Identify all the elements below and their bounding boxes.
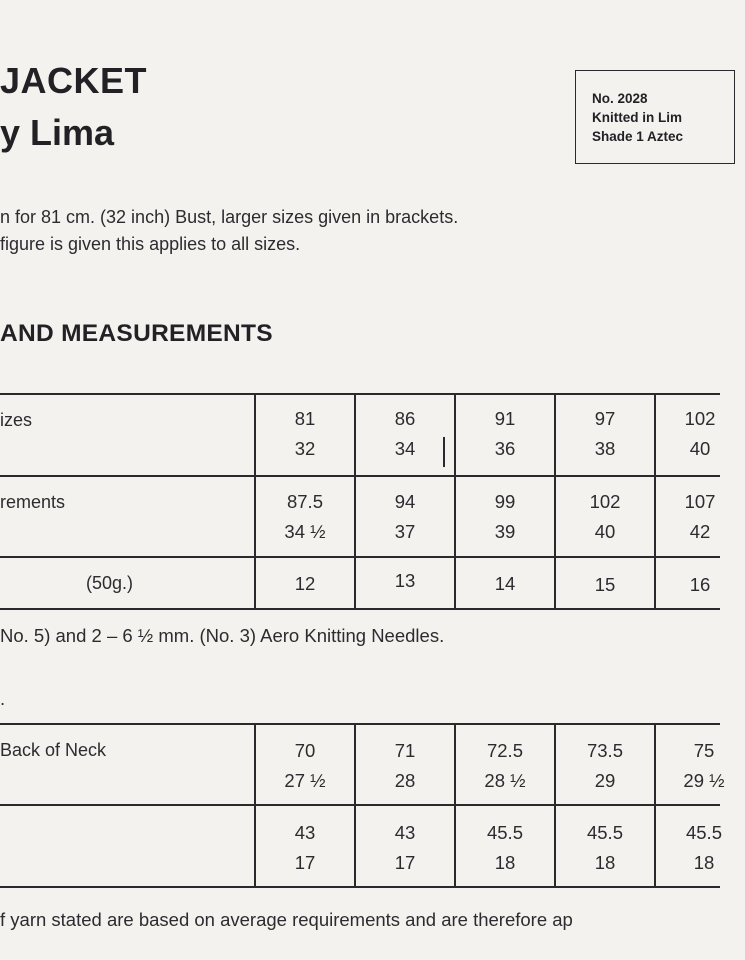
intro-paragraph (0, 204, 458, 258)
table-cell: 13 (394, 570, 416, 591)
table-cell: 15 (594, 574, 616, 595)
table-cell: 71 28 (394, 740, 416, 791)
table-cell: 102 40 (684, 408, 716, 459)
table-rule (0, 886, 720, 888)
table-cell: 12 (294, 573, 316, 594)
table-cell: 75 29 ½ (683, 740, 725, 791)
table-cell: 99 39 (494, 491, 516, 542)
footer-note: f yarn stated are based on average requirements and are therefore ap (0, 909, 573, 930)
table-cell: 91 36 (494, 408, 516, 459)
table-cell: 87.5 34 ½ (284, 491, 326, 542)
row-label: Back of Neck (0, 740, 107, 760)
row-label: (50g.) (86, 573, 134, 593)
table-cell: 86 34 (394, 408, 416, 459)
stray-text: . (0, 688, 6, 709)
table-cell: 70 27 ½ (284, 740, 326, 791)
table-cell: 45.5 18 (586, 822, 623, 873)
section-heading: AND MEASUREMENTS (0, 320, 273, 347)
table-cell: 43 17 (294, 822, 316, 873)
needles-text: No. 5) and 2 – 6 ½ mm. (No. 3) Aero Knitting Needles. (0, 625, 445, 646)
table-cell: 16 (689, 574, 711, 595)
pattern-number: No. 2028 (592, 91, 648, 106)
table-rule (0, 393, 720, 395)
row-label: rements (0, 492, 66, 512)
table-cell: 73.5 29 (586, 740, 623, 791)
table-cell: 43 17 (394, 822, 416, 873)
intro-line-1: n for 81 cm. (32 inch) Bust, larger sizes given in brackets. (0, 207, 459, 227)
intro-line-2: figure is given this applies to all sizes. (0, 234, 301, 254)
table-cell: 72.5 28 ½ (484, 740, 526, 791)
table-cell: 102 40 (589, 491, 621, 542)
table-cell: 45.5 18 (685, 822, 722, 873)
table-rule (0, 475, 720, 477)
table-cell: 14 (494, 573, 516, 594)
table-rule (0, 804, 720, 806)
table-rule (0, 723, 720, 725)
row-label: izes (0, 410, 33, 430)
table-cell: 94 37 (394, 491, 416, 542)
table-cell: 107 42 (684, 491, 716, 542)
pattern-info-box (575, 70, 735, 164)
pattern-yarn: Knitted in Lim (592, 110, 682, 125)
table-cell: 45.5 18 (486, 822, 523, 873)
pattern-shade: Shade 1 Aztec (592, 129, 684, 144)
table-cell: 97 38 (594, 408, 616, 459)
page-title-line-2: y Lima (0, 112, 115, 153)
table-cell: 81 32 (294, 408, 316, 459)
page-title-line-1: JACKET (0, 60, 148, 101)
